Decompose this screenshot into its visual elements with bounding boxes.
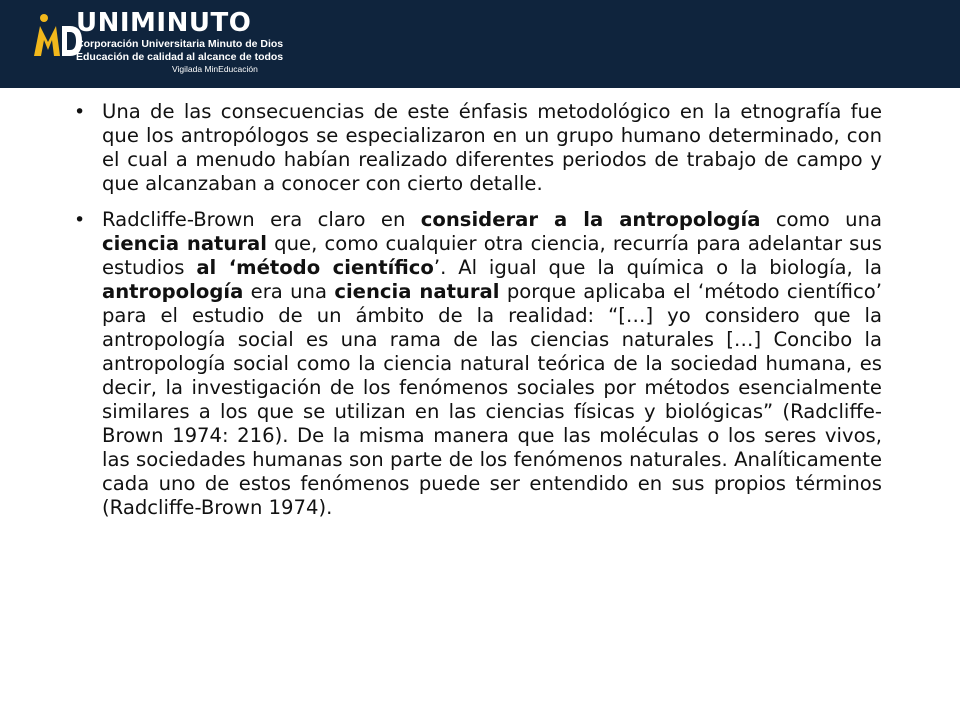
text-segment: porque aplicaba el ‘método científico’ para el estudio de un ámbito de la realidad: “[…] yo considero que la antropología social es una rama de las ciencias naturales […] Concibo la antropología social como la ciencia natural teórica de la sociedad humana, es decir, la investigación de los fenómenos sociales por métodos esencialmente similares a los que se utilizan en las ciencias físicas y biológicas” (Radcliffe-Brown 1974: 216). De la misma manera que las moléculas o los seres vivos, las sociedades humanas son parte de los fenómenos naturales. Analíticamente cada uno de estos fenómenos puede ser entendido en sus propios términos (Radcliffe-Brown 1974).	[102, 280, 882, 519]
brand-name: UNIMINUTO	[76, 8, 252, 38]
uniminuto-logo	[30, 6, 290, 76]
bullet-dot-icon: •	[74, 209, 86, 231]
text-segment: Radcliffe-Brown era claro en	[102, 208, 421, 231]
text-segment: ’. Al igual que la química o la biología, la	[433, 256, 883, 279]
slide-content	[70, 100, 882, 532]
bullet-dot-icon: •	[74, 101, 86, 123]
text-segment: como una	[760, 208, 882, 231]
paragraph-text	[102, 208, 882, 519]
paragraph-text	[102, 100, 882, 195]
tagline-institution: Corporación Universitaria Minuto de Dios	[76, 38, 284, 50]
bold-segment: ciencia natural	[334, 280, 500, 303]
bold-segment: considerar a la antropología	[420, 208, 761, 231]
text-segment: Una de las consecuencias de este énfasis metodológico en la etnografía fue que los antropólogos se especializaron en un grupo humano determinado, con el cual a menudo habían realizado diferentes periodos de trabajo de campo y que alcanzaban a conocer con cierto detalle.	[102, 100, 882, 195]
bullet-paragraph-1	[70, 100, 882, 196]
text-segment: que, como cualquier otra ciencia, recurría para adelantar sus estudios	[102, 232, 883, 279]
header-bar	[0, 0, 960, 88]
bullet-paragraph-2	[70, 208, 882, 520]
tagline-motto: Educación de calidad al alcance de todos	[76, 51, 284, 63]
bold-segment: antropología	[102, 280, 244, 303]
bold-segment: ciencia natural	[102, 232, 267, 255]
bold-segment: al ‘método científico	[196, 256, 434, 279]
text-segment: era una	[243, 280, 335, 303]
tagline-vigilada: Vigilada MinEducación	[172, 64, 258, 74]
